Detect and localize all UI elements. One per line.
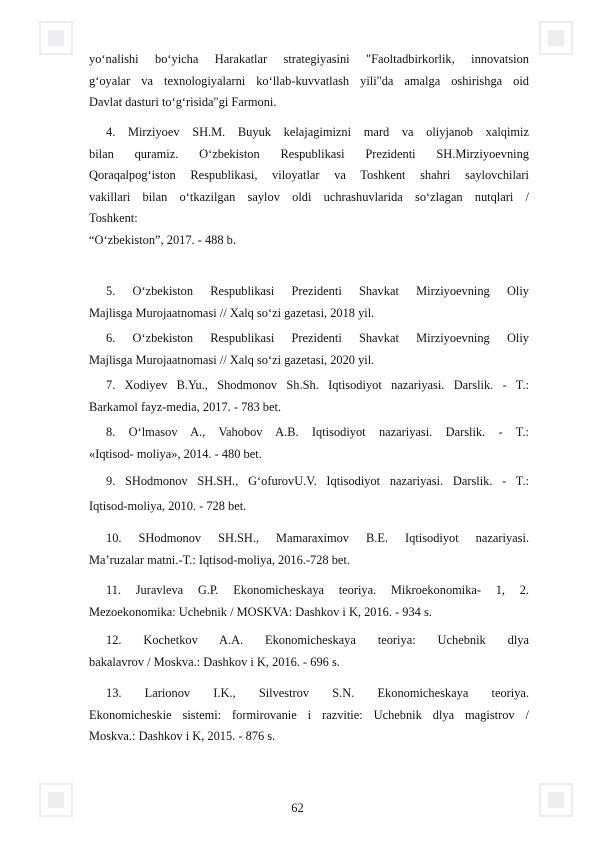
reference-item-11 — [89, 580, 529, 623]
reference-line: Mezoekonomika: Uchebnik / MOSKVA: Dashkov i K, 2016. - 934 s. — [89, 604, 432, 619]
reference-line: 9. SHodmonov SH.SH., G‘ofurovU.V. Iqtisodiyot nazariyasi. Darslik. - T.: — [106, 474, 529, 488]
reference-line: Ma’ruzalar matni.-T.: Iqtisod-moliya, 2016.-728 bet. — [89, 552, 350, 567]
reference-line: 8. O‘lmasov A., Vahobov A.B. Iqtisodiyot nazariyasi. Darslik. - T.: — [106, 425, 529, 439]
reference-item-10 — [89, 528, 529, 571]
reference-line: Qoraqalpog‘iston Respublikasi, viloyatlar va Toshkent shahri saylovchilari — [89, 168, 529, 183]
reference-line: “O‘zbekiston”, 2017. - 488 b. — [89, 232, 236, 247]
reference-item-6 — [89, 328, 529, 371]
reference-item-5 — [89, 281, 529, 324]
reference-item-13 — [89, 683, 529, 748]
reference-line: 11. Juravleva G.P. Ekonomicheskaya teoriya. Mikroekonomika- 1, 2. — [106, 583, 529, 597]
reference-line: bilan quramiz. O‘zbekiston Respublikasi Prezidenti SH.Mirziyoevning — [89, 146, 529, 161]
reference-line: 12. Kochetkov A.A. Ekonomicheskaya teoriya: Uchebnik dlya — [106, 633, 529, 647]
reference-line: Ekonomicheskie sistemi: formirovanie i razvitie: Uchebnik dlya magistrov / — [89, 707, 529, 722]
reference-line: Majlisga Murojaatnomasi // Xalq so‘zi gazetasi, 2020 yil. — [89, 352, 375, 367]
reference-item-9 — [89, 471, 529, 517]
reference-line: Iqtisod-moliya, 2010. - 728 bet. — [89, 498, 247, 513]
reference-line: Barkamol fayz-media, 2017. - 783 bet. — [89, 399, 281, 414]
reference-line: 10. SHodmonov SH.SH., Mamaraximov B.E. Iqtisodiyot nazariyasi. — [106, 531, 529, 545]
reference-line: 7. Xodiyev B.Yu., Shodmonov Sh.Sh. Iqtisodiyot nazariyasi. Darslik. - T.: — [106, 378, 529, 392]
watermark-mark — [36, 18, 76, 58]
reference-item-4 — [89, 122, 529, 252]
reference-line: Davlat dasturi to‘g‘risida"gi Farmoni. — [89, 95, 277, 110]
reference-line: g‘oyalar va texnologiyalarni ko‘llab-kuvvatlash yili"da amalga oshirishga oid — [89, 73, 529, 88]
reference-line: bakalavrov / Moskva.: Dashkov i K, 2016. - 696 s. — [89, 654, 340, 669]
reference-line: Moskva.: Dashkov i K, 2015. - 876 s. — [89, 729, 276, 744]
reference-line: 13. Larionov I.K., Silvestrov S.N. Ekonomicheskaya teoriya. — [106, 686, 529, 700]
watermark-mark — [536, 18, 576, 58]
reference-line: Toshkent: — [89, 211, 138, 226]
reference-line: 6. O‘zbekiston Respublikasi Prezidenti Shavkat Mirziyoevning Oliy — [106, 331, 529, 345]
reference-line: «Iqtisod- moliya», 2014. - 480 bet. — [89, 446, 262, 461]
reference-line: vakillari bilan o‘tkazilgan saylov oldi uchrashuvlarida so‘zlagan nutqlari / — [89, 189, 529, 204]
reference-item-7 — [89, 375, 529, 418]
reference-line: yo‘nalishi bo‘yicha Harakatlar strategiyasini "Faoltadbirkorlik, innovatsion — [89, 52, 529, 66]
reference-line: 5. O‘zbekiston Respublikasi Prezidenti Shavkat Mirziyoevning Oliy — [106, 284, 529, 298]
reference-line: Majlisga Murojaatnomasi // Xalq so‘zi gazetasi, 2018 yil. — [89, 305, 375, 320]
reference-line: 4. Mirziyoev SH.M. Buyuk kelajagimizni mard va oliyjanob xalqimiz — [106, 125, 529, 139]
reference-item-12 — [89, 630, 529, 673]
page-number: 62 — [291, 801, 304, 815]
reference-item-continued — [89, 49, 529, 114]
reference-item-8 — [89, 422, 529, 465]
